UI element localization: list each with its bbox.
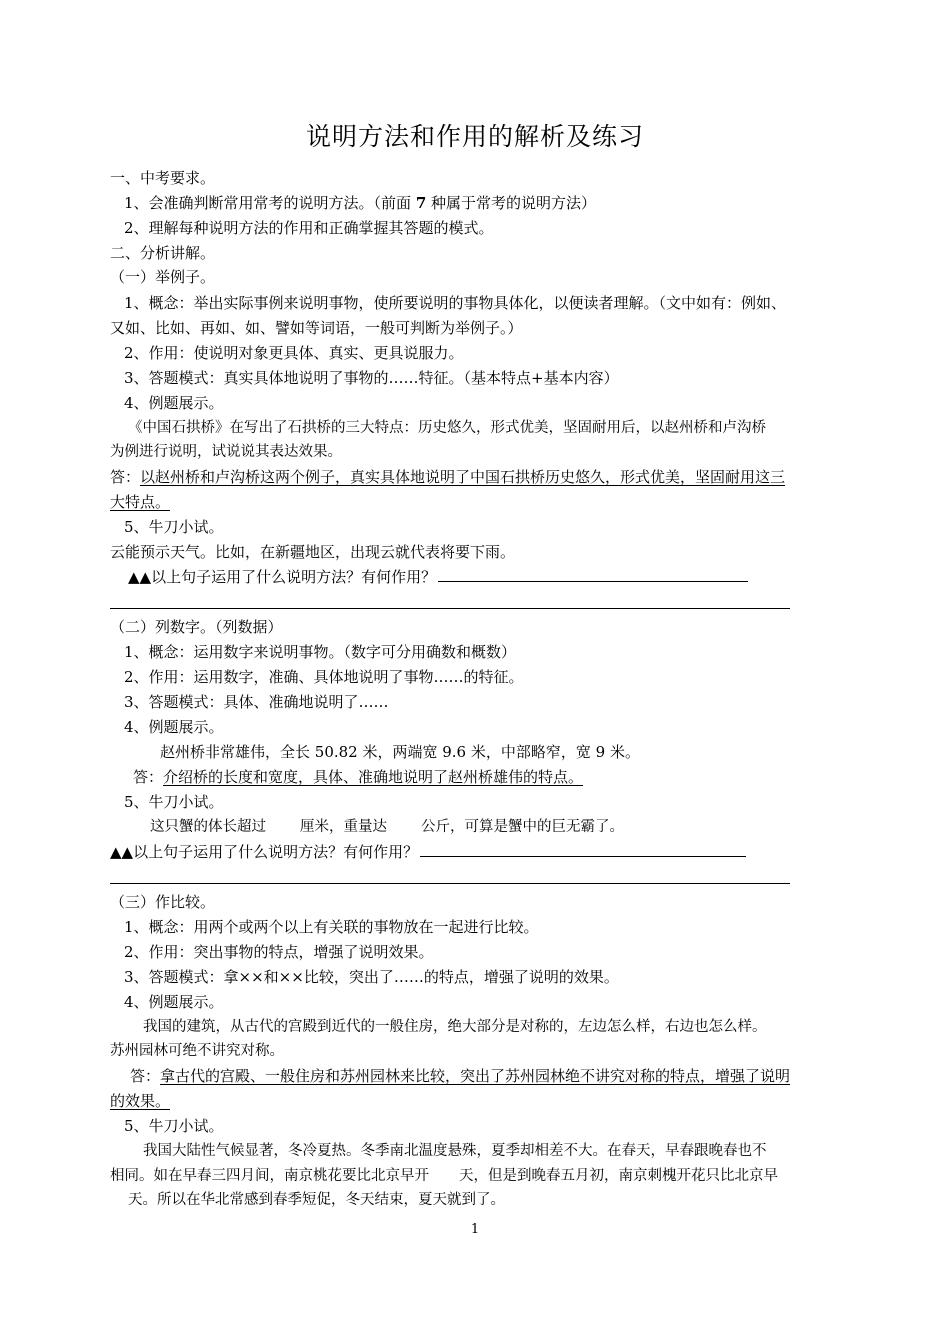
example-try-sentence: 云能预示天气。比如，在新疆地区，出现云就代表将要下雨。 — [110, 543, 516, 561]
subsection-example-heading: （一）举例子。 — [110, 268, 216, 286]
answer-text: 以赵州桥和卢沟桥这两个例子，真实具体地说明了中国石拱桥历史悠久，形式优美，坚固耐用这三 — [140, 468, 786, 486]
numbers-answer-pattern: 3、答题模式：具体、准确地说明了…… — [124, 693, 389, 711]
subsection-compare-heading: （三）作比较。 — [110, 893, 216, 911]
requirement-1 — [124, 193, 596, 213]
requirement-2: 2、理解每种说明方法的作用和正确掌握其答题的模式。 — [124, 219, 494, 237]
try-text-c: 公斤，可算是蟹中的巨无霸了。 — [421, 819, 624, 835]
compare-function: 2、作用：突出事物的特点，增强了说明效果。 — [124, 943, 434, 961]
question-text: ▲▲以上句子运用了什么说明方法？有何作用？ — [110, 843, 419, 861]
example-demo-heading: 4、例题展示。 — [124, 394, 224, 412]
compare-try-line-2 — [110, 1166, 778, 1186]
section-1-heading: 一、中考要求。 — [110, 169, 216, 187]
answer-blank[interactable] — [438, 567, 748, 582]
section-2-heading: 二、分析讲解。 — [110, 244, 216, 262]
try-text-a: 这只蟹的体长超过 — [150, 819, 266, 835]
try-text-b: 天，但是到晚春五月初，南京刺槐开花只比北京早 — [459, 1168, 778, 1184]
answer-blank[interactable] — [420, 842, 746, 857]
try-text-b: 厘米，重量达 — [300, 819, 387, 835]
requirement-1-text-a: 1、会准确判断常用常考的说明方法。（前面 — [124, 194, 416, 212]
try-text-a: 相同。如在早春三四月间，南京桃花要比北京早开 — [110, 1168, 429, 1184]
example-question-line-2: 为例进行说明，试说说其表达效果。 — [110, 444, 342, 460]
page-number: 1 — [470, 1222, 480, 1237]
numbers-example: 赵州桥非常雄伟，全长 50.82 米，两端宽 9.6 米，中部略窄，宽 9 米。 — [160, 743, 640, 761]
page-title: 说明方法和作用的解析及练习 — [305, 122, 644, 151]
compare-answer-line-1 — [130, 1066, 790, 1086]
answer-label: 答： — [133, 768, 164, 786]
numbers-demo-heading: 4、例题展示。 — [124, 718, 224, 736]
numbers-concept: 1、概念：运用数字来说明事物。（数字可分用确数和概数） — [124, 643, 517, 661]
compare-try-line-3: 天。所以在华北常感到春季短促，冬天结束，夏天就到了。 — [128, 1192, 505, 1208]
example-answer-pattern: 3、答题模式：真实具体地说明了事物的……特征。（基本特点+基本内容） — [124, 369, 619, 387]
compare-demo-heading: 4、例题展示。 — [124, 993, 224, 1011]
numbers-try-sentence — [150, 817, 624, 837]
numbers-try-heading: 5、牛刀小试。 — [124, 793, 224, 811]
example-answer-line-1 — [110, 467, 785, 487]
numbers-function: 2、作用：运用数字，准确、具体地说明了事物……的特征。 — [124, 668, 524, 686]
example-question-line-1: 《中国石拱桥》在写出了石拱桥的三大特点：历史悠久，形式优美，坚固耐用后，以赵州桥和卢沟桥 — [128, 420, 766, 436]
example-function: 2、作用：使说明对象更具体、真实、更具说服力。 — [124, 344, 464, 362]
example-try-heading: 5、牛刀小试。 — [124, 518, 224, 536]
question-text: ▲▲以上句子运用了什么说明方法？有何作用？ — [128, 568, 437, 586]
subsection-numbers-heading: （二）列数字。（列数据） — [110, 618, 283, 636]
compare-answer-pattern: 3、答题模式：拿××和××比较，突出了……的特点，增强了说明的效果。 — [124, 968, 619, 986]
compare-example-line-2: 苏州园林可绝不讲究对称。 — [110, 1043, 284, 1059]
answer-label: 答： — [110, 468, 141, 486]
compare-answer-line-2: 的效果。 — [110, 1092, 171, 1110]
example-answer-line-2: 大特点。 — [110, 493, 171, 511]
answer-text: 介绍桥的长度和宽度，具体、准确地说明了赵州桥雄伟的特点。 — [163, 768, 584, 786]
example-concept-line-2: 又如、比如、再如、如、譬如等词语，一般可判断为举例子。） — [110, 319, 523, 337]
answer-line[interactable] — [110, 608, 790, 609]
requirement-1-number: 7 — [415, 194, 427, 212]
answer-text: 拿古代的宫殿、一般住房和苏州园林来比较，突出了苏州园林绝不讲究对称的特点，增强了说明 — [160, 1067, 791, 1085]
example-concept-line-1: 1、概念：举出实际事例来说明事物，使所要说明的事物具体化，以便读者理解。（文中如有：例如、 — [124, 294, 787, 312]
numbers-answer — [133, 767, 583, 787]
compare-example-line-1: 我国的建筑，从古代的宫殿到近代的一般住房，绝大部分是对称的，左边怎么样，右边也怎么样。 — [143, 1019, 767, 1035]
example-try-question — [128, 567, 748, 587]
answer-line[interactable] — [110, 883, 790, 884]
requirement-1-text-b: 种属于常考的说明方法） — [426, 194, 597, 212]
compare-try-heading: 5、牛刀小试。 — [124, 1117, 224, 1135]
compare-try-line-1: 我国大陆性气候显著，冬冷夏热。冬季南北温度悬殊，夏季却相差不大。在春天，早春跟晚春也不 — [143, 1143, 767, 1159]
answer-label: 答： — [130, 1067, 161, 1085]
compare-concept: 1、概念：用两个或两个以上有关联的事物放在一起进行比较。 — [124, 918, 539, 936]
numbers-try-question — [110, 842, 746, 862]
